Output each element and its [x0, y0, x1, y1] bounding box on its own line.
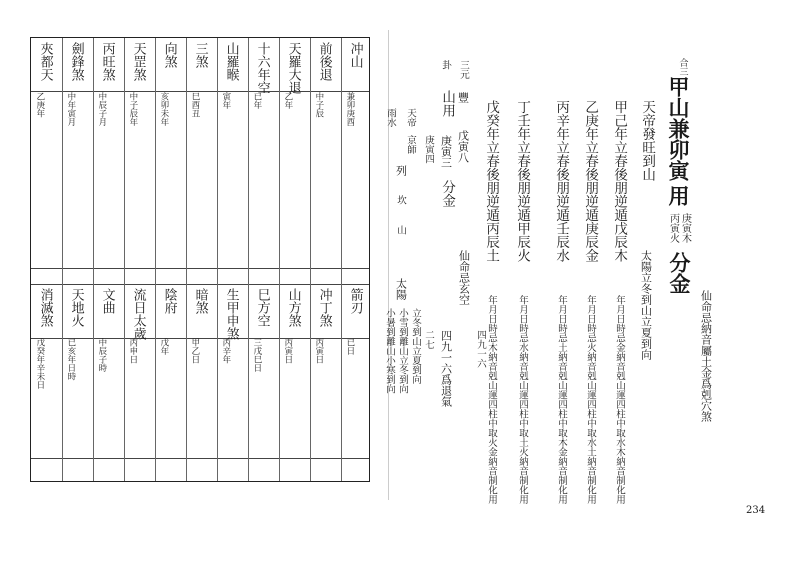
column-header: 文曲 [99, 288, 115, 314]
column-cell: 乙年 [282, 92, 293, 109]
column-header: 冲丁煞 [316, 288, 332, 327]
column-cell: 三戊巳日 [251, 338, 262, 372]
column-cell: 戊年 [158, 338, 169, 355]
table-column [279, 38, 310, 481]
title-use: 用 [666, 185, 692, 206]
column-cell: 中子辰年 [127, 92, 138, 126]
text-line-small: 年月日時忌水納音剋山運四柱中取土火納音制化用 [516, 295, 528, 504]
taiyang-line: 小暑到離山小寒到向 [383, 308, 395, 394]
column-header: 生甲申煞 [223, 288, 239, 340]
table-column [341, 38, 371, 481]
column-header: 陰府 [161, 288, 177, 314]
column-cell: 丙申日 [127, 338, 138, 364]
column-header: 天地火 [68, 288, 84, 327]
text-line-small: 年月日時忌金納音剋山運四柱中取水木納音制化用 [613, 295, 625, 504]
column-cell: 中子辰 [313, 92, 324, 118]
text-line: 乙庚年立春後朋逆遁庚辰金 [582, 100, 599, 262]
table-column [155, 38, 186, 481]
column-header: 劍鋒煞 [68, 42, 84, 81]
column-header: 十六年空 [254, 42, 270, 94]
column-header: 箭刃 [347, 288, 363, 314]
column-cell: 亥卯未年 [158, 92, 169, 126]
jingdi-label: 京師 [404, 135, 416, 154]
num3-label: 二七 [422, 330, 434, 349]
column-header: 向煞 [161, 42, 177, 68]
column-header: 巳方空 [254, 288, 270, 327]
taiyang-line: 小雪到離山立冬到向 [396, 308, 408, 394]
column-header: 流日太歲 [130, 288, 146, 340]
column-header: 天羅大退 [285, 42, 301, 94]
num2-label: 四九一六爲退氣 [439, 330, 453, 407]
shan2-label: 山 [394, 225, 406, 235]
title-fenjin: 分金 [667, 252, 693, 294]
title-side1: 丙寅火 [667, 213, 679, 243]
num1-label: 四九一六 [474, 330, 486, 368]
title-small: 合三 [677, 58, 688, 76]
feng-label: 豐 [456, 92, 470, 103]
column-header: 前後退 [316, 42, 332, 81]
table-column [310, 38, 341, 481]
column-cell: 甲乙日 [189, 338, 200, 364]
table-column [124, 38, 155, 481]
table-column [62, 38, 93, 481]
column-header: 夾都天 [37, 42, 53, 81]
yuan-label: 三元 [457, 60, 469, 79]
table-column [186, 38, 217, 481]
yushui-label: 雨水 [384, 108, 396, 127]
page-title: 甲山兼卯寅 [666, 76, 692, 181]
gengyin-label: 庚寅三 [439, 135, 453, 168]
column-header: 天罡煞 [130, 42, 146, 81]
column-header: 山方煞 [285, 288, 301, 327]
page-gutter [388, 30, 389, 500]
shan-label: 山用 [439, 90, 456, 117]
almanac-table [30, 37, 370, 482]
gengyin4-label: 庚寅四 [422, 135, 434, 164]
note-fate: 仙命忌納音屬土金爲剋穴煞 [699, 290, 713, 422]
text-line: 丁壬年立春後朋逆遁甲辰火 [514, 100, 531, 262]
table-column [248, 38, 279, 481]
text-line-small: 年月日時忌土納音剋山運四柱中取木金納音制化用 [555, 295, 567, 504]
kan-label: 坎 [394, 195, 406, 205]
column-cell: 兼卯庚酉 [344, 92, 355, 126]
xianming-label: 仙命忌玄空 [457, 250, 471, 305]
subtitle: 天帝發旺到山 [639, 100, 656, 181]
table-column [217, 38, 248, 481]
year-label: 戊寅八 [456, 130, 470, 163]
title-side2: 庚寅木 [679, 213, 691, 243]
text-line: 丙辛年立春後朋逆遁壬辰水 [553, 100, 570, 262]
column-header: 冲山 [347, 42, 363, 68]
table-column [93, 38, 124, 481]
text-line: 甲己年立春後朋逆遁戊辰木 [611, 100, 628, 262]
column-cell: 丙寅日 [282, 338, 293, 364]
column-cell: 丙辛年 [220, 338, 231, 364]
note-sun: 太陽立冬到山立夏到向 [639, 250, 653, 360]
column-cell: 中辰子時 [96, 338, 107, 372]
column-header: 丙旺煞 [99, 42, 115, 81]
column-cell: 中年寅月 [65, 92, 76, 126]
text-line-small: 年月日時忌火納音剋山運四柱中取水土納音制化用 [584, 295, 596, 504]
gua-label: 卦 [439, 60, 451, 70]
taiyang-line: 立冬到山立夏到向 [409, 308, 421, 384]
column-header: 山羅睺 [223, 42, 239, 81]
page-number: 234 [746, 505, 766, 516]
column-cell: 中辰子月 [96, 92, 107, 126]
text-line-small: 年月日時忌木納音剋山運四柱中取火金納音制化用 [485, 295, 497, 504]
tiandi-label: 天帝 [404, 108, 416, 127]
column-cell: 乙庚年 [34, 92, 45, 118]
lie-label: 列 [394, 165, 408, 176]
column-cell: 已年 [251, 92, 262, 109]
fenjin-label: 分金 [439, 180, 456, 207]
column-cell: 戊癸年辛未日 [34, 338, 45, 389]
column-cell: 寅年 [220, 92, 231, 109]
text-line: 戊癸年立春後朋逆遁丙辰土 [483, 100, 500, 262]
table-column [31, 38, 62, 481]
column-cell: 丙寅日 [313, 338, 324, 364]
column-header: 消滅煞 [37, 288, 53, 327]
taiyang-label: 太陽 [394, 278, 408, 300]
column-cell: 已日 [344, 338, 355, 355]
column-cell: 已亥年日時 [65, 338, 76, 381]
column-cell: 巳酉丑 [189, 92, 200, 118]
column-header: 三煞 [192, 42, 208, 68]
column-header: 暗煞 [192, 288, 208, 314]
